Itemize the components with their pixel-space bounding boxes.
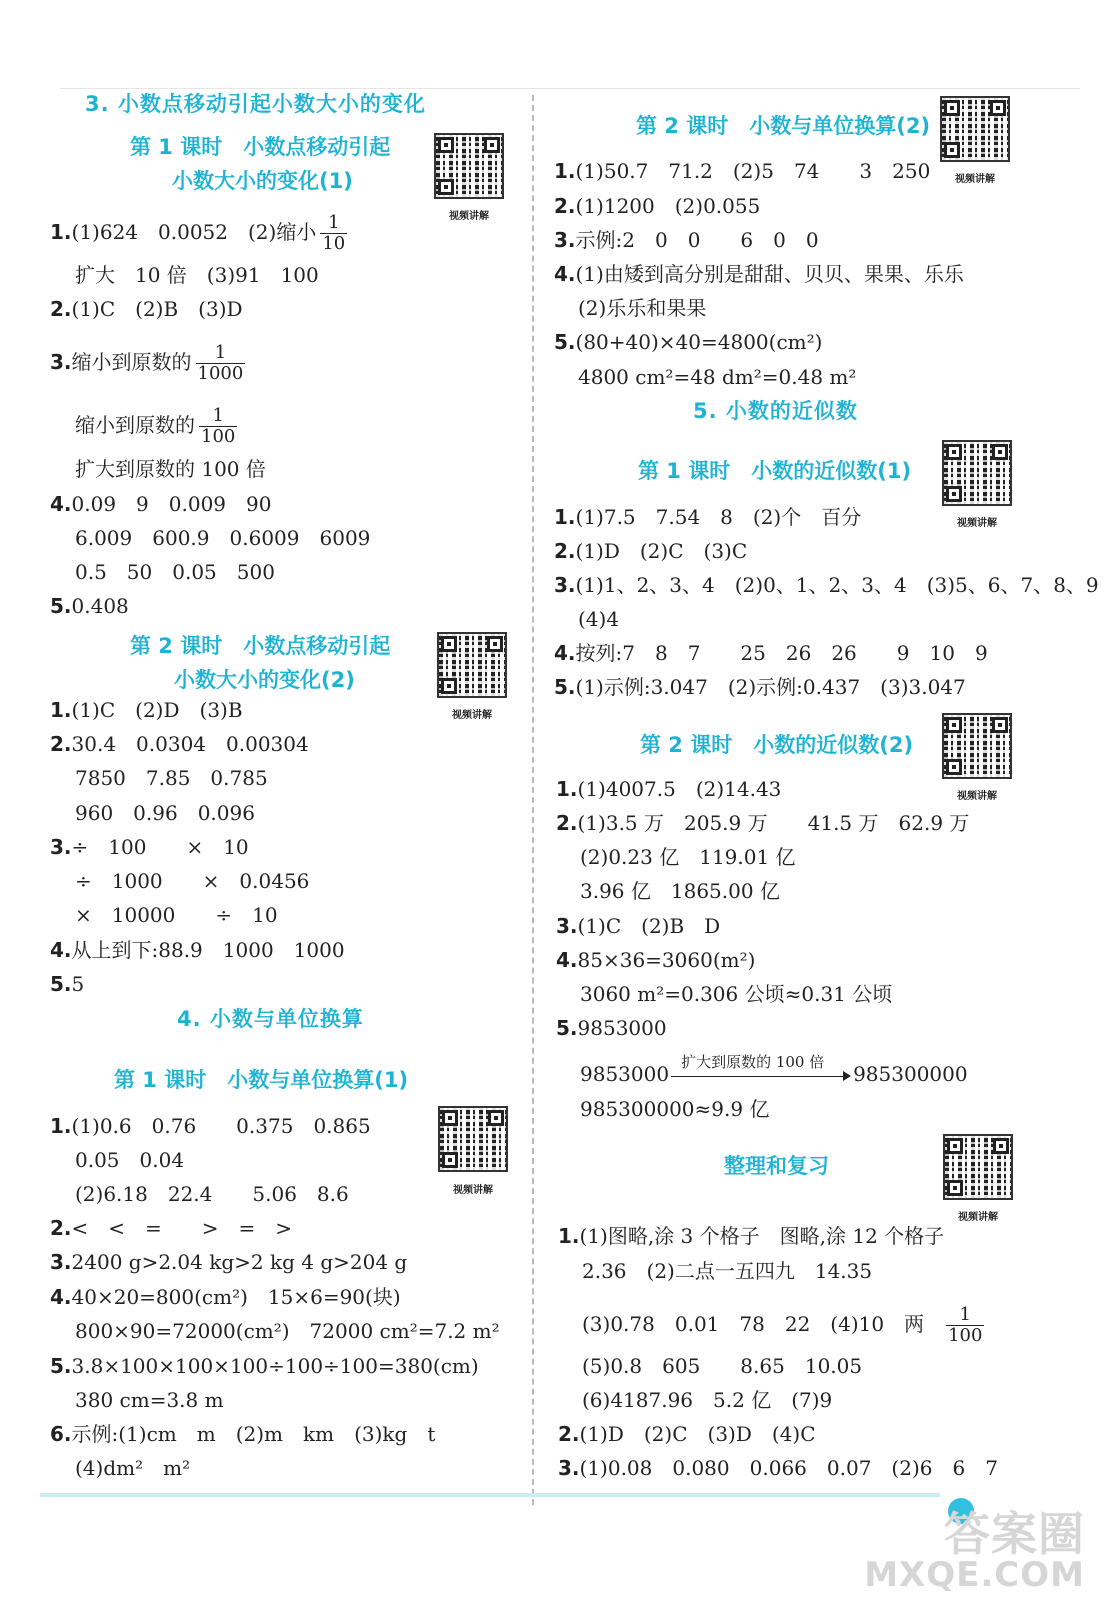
question-number: 2. (556, 811, 578, 835)
answer-line (558, 1223, 944, 1249)
section-3-heading: 3. 小数点移动引起小数大小的变化 (85, 92, 426, 116)
answer-text: (1)由矮到高分别是甜甜、贝贝、果果、乐乐 (575, 262, 964, 286)
answer-text: 30.4 0.0304 0.00304 (71, 732, 309, 756)
answer-line: 7850 7.85 0.785 (75, 766, 268, 790)
answer-text: 9853000 (577, 1016, 667, 1040)
section-4-heading: 4. 小数与单位换算 (177, 1007, 364, 1031)
question-number: 1. (554, 505, 576, 529)
answer-text: 985300000 (853, 1062, 968, 1086)
answer-text: 示例:2 0 0 6 0 0 (575, 228, 819, 252)
answer-text: (3)0.78 0.01 78 22 (4)10 两 (582, 1312, 925, 1336)
watermark-logo (864, 1507, 1085, 1595)
answer-text: (1)C (2)D (3)B (71, 698, 243, 722)
answer-text: 5 (71, 972, 85, 996)
answer-text: ÷ 100 × 10 (71, 835, 249, 859)
answer-line: × 10000 ÷ 10 (75, 903, 278, 927)
answer-line: (6)4187.96 5.2 亿 (7)9 (582, 1388, 833, 1412)
answer-text: (1)C (2)B (3)D (71, 297, 243, 321)
lesson-2-title-line1: 第 2 课时 小数点移动引起 (130, 634, 391, 658)
review-title: 整理和复习 (724, 1154, 829, 1178)
qr-code-icon[interactable] (940, 96, 1010, 162)
question-number: 1. (558, 1224, 580, 1248)
question-number: 2. (50, 1216, 72, 1240)
qr-label: 视频讲解 (958, 1212, 998, 1223)
answer-line (582, 1305, 988, 1346)
answer-text: (1)示例:3.047 (2)示例:0.437 (3)3.047 (575, 675, 966, 699)
lesson-5-title: 第 1 课时 小数的近似数(1) (638, 459, 912, 483)
qr-label: 视频讲解 (957, 518, 997, 529)
denominator: 10 (322, 233, 346, 254)
qr-label: 视频讲解 (453, 1185, 493, 1196)
answer-line (556, 913, 720, 939)
numerator: 1 (959, 1304, 971, 1325)
answer-line (50, 1113, 371, 1139)
question-number: 5. (554, 675, 576, 699)
answer-line (554, 261, 964, 287)
answer-line: 0.5 50 0.05 500 (75, 560, 275, 584)
answer-text: (1)624 0.0052 (2)缩小 (71, 220, 317, 244)
question-number: 2. (554, 194, 576, 218)
lesson-6-title: 第 2 课时 小数的近似数(2) (640, 733, 914, 757)
answer-line (75, 406, 241, 447)
answer-line (50, 343, 249, 384)
answer-line: 0.05 0.04 (75, 1148, 185, 1172)
question-number: 5. (554, 330, 576, 354)
answer-text: 缩小到原数的 (75, 413, 195, 437)
answer-text: 按列:7 8 7 25 26 26 9 10 9 (575, 641, 988, 665)
question-number: 5. (50, 594, 72, 618)
numerator: 1 (214, 342, 227, 363)
arrow-line (671, 1076, 845, 1077)
answer-line: 6.009 600.9 0.6009 6009 (75, 526, 371, 550)
answer-line (554, 674, 966, 700)
question-number: 3. (554, 228, 576, 252)
answer-text: 0.09 9 0.009 90 (71, 492, 272, 516)
lesson-3-title: 第 1 课时 小数与单位换算(1) (114, 1068, 409, 1092)
answer-line: (5)0.8 605 8.65 10.05 (582, 1354, 863, 1378)
numerator: 1 (328, 212, 340, 233)
question-number: 6. (50, 1422, 72, 1446)
answer-text: 3.8×100×100×100÷100÷100=380(cm) (71, 1354, 479, 1378)
watermark-url: MXQE.COM (864, 1555, 1085, 1595)
qr-code-icon[interactable] (438, 1106, 508, 1172)
answer-line: 3.96 亿 1865.00 亿 (580, 879, 780, 903)
numerator: 1 (212, 405, 224, 426)
question-number: 1. (554, 159, 576, 183)
answer-line (50, 937, 345, 963)
question-number: 4. (554, 262, 576, 286)
qr-code-icon[interactable] (437, 632, 507, 698)
question-number: 4. (554, 641, 576, 665)
answer-line (554, 538, 747, 564)
answer-text: 缩小到原数的 (71, 350, 192, 374)
answer-text: 0.408 (71, 594, 129, 618)
question-number: 3. (50, 1250, 72, 1274)
answer-text: 40×20=800(cm²) 15×6=90(块) (71, 1285, 401, 1309)
answer-line (50, 1284, 401, 1310)
answer-line (50, 834, 249, 860)
answer-text: 示例:(1)cm m (2)m km (3)kg t (71, 1422, 436, 1446)
answer-text: (80+40)×40=4800(cm²) (575, 330, 823, 354)
lesson-4-title: 第 2 课时 小数与单位换算(2) (636, 114, 931, 138)
question-number: 4. (50, 492, 72, 516)
answer-line (50, 1249, 407, 1275)
qr-label: 视频讲解 (955, 174, 995, 185)
arrow-right-icon (843, 1071, 851, 1081)
answer-line (50, 1353, 479, 1379)
fraction (196, 343, 246, 384)
fraction (199, 406, 237, 447)
answer-line: 985300000≈9.9 亿 (580, 1097, 770, 1121)
answer-line (556, 1015, 667, 1041)
denominator: 1000 (197, 363, 244, 384)
answer-line: 380 cm=3.8 m (75, 1388, 224, 1412)
column-divider (532, 95, 534, 1505)
lesson-2-title-line2: 小数大小的变化(2) (174, 668, 355, 692)
question-number: 1. (50, 1114, 72, 1138)
answer-line (558, 1421, 816, 1447)
answer-line: 960 0.96 0.096 (75, 801, 255, 825)
answer-line: (2)乐乐和果果 (578, 296, 707, 320)
answer-text: (1)1200 (2)0.055 (575, 194, 761, 218)
answer-text: (1)7.5 7.54 8 (2)个 百分 (575, 505, 862, 529)
answer-line (554, 329, 822, 355)
answer-line: (2)0.23 亿 119.01 亿 (580, 845, 796, 869)
lesson-1-title-line2: 小数大小的变化(1) (172, 169, 353, 193)
arrow-label: 扩大到原数的 100 倍 (681, 1052, 825, 1071)
question-number: 3. (50, 835, 72, 859)
qr-code-icon[interactable] (943, 1134, 1013, 1200)
denominator: 100 (948, 1325, 983, 1346)
answer-text: (1)4007.5 (2)14.43 (577, 777, 782, 801)
question-number: 2. (50, 297, 72, 321)
answer-line: (2)6.18 22.4 5.06 8.6 (75, 1182, 349, 1206)
answer-line (50, 213, 351, 254)
answer-line: 4800 cm²=48 dm²=0.48 m² (578, 365, 857, 389)
top-rule (60, 88, 1080, 89)
answer-line: (4)dm² m² (75, 1456, 191, 1480)
answer-line (50, 296, 243, 322)
qr-label: 视频讲解 (452, 710, 492, 721)
answer-line (554, 227, 819, 253)
question-number: 3. (554, 573, 576, 597)
answer-line: 2.36 (2)二点一五四九 14.35 (582, 1259, 873, 1283)
answer-text: (1)C (2)B D (577, 914, 721, 938)
answer-text: (1)D (2)C (3)D (4)C (579, 1422, 816, 1446)
answer-line (50, 1215, 292, 1241)
question-number: 2. (554, 539, 576, 563)
question-number: 3. (50, 350, 72, 374)
answer-line (556, 776, 781, 802)
answer-text: (1)0.08 0.080 0.066 0.07 (2)6 6 7 (579, 1456, 998, 1480)
answer-text: (1)图略,涂 3 个格子 图略,涂 12 个格子 (579, 1224, 945, 1248)
fraction (320, 213, 347, 254)
question-number: 1. (50, 220, 72, 244)
answer-line (556, 947, 755, 973)
fraction (946, 1305, 984, 1346)
answer-text: (1)0.6 0.76 0.375 0.865 (71, 1114, 371, 1138)
answer-line (50, 1421, 435, 1447)
watermark-title: 答案圈 (944, 1507, 1085, 1561)
answer-text: (1)3.5 万 205.9 万 41.5 万 62.9 万 (577, 811, 970, 835)
answer-line: (4)4 (578, 607, 620, 631)
answer-line (558, 1455, 998, 1481)
question-number: 1. (556, 777, 578, 801)
question-number: 3. (556, 914, 578, 938)
question-number: 3. (558, 1456, 580, 1480)
answer-line (554, 158, 930, 184)
answer-text: < < = > = > (71, 1216, 293, 1240)
question-number: 2. (558, 1422, 580, 1446)
qr-code-icon[interactable] (434, 133, 504, 199)
answer-text: (1)D (2)C (3)C (575, 539, 748, 563)
question-number: 4. (50, 1285, 72, 1309)
answer-line (556, 810, 969, 836)
answer-line (50, 697, 243, 723)
section-5-heading: 5. 小数的近似数 (693, 399, 858, 423)
lesson-1-title-line1: 第 1 课时 小数点移动引起 (130, 135, 391, 159)
answer-text: 2400 g>2.04 kg>2 kg 4 g>204 g (71, 1250, 408, 1274)
answer-line: 800×90=72000(cm²) 72000 cm²=7.2 m² (75, 1319, 500, 1343)
answer-line: ÷ 1000 × 0.0456 (75, 869, 310, 893)
question-number: 5. (50, 972, 72, 996)
question-number: 1. (50, 698, 72, 722)
answer-line (50, 491, 271, 517)
qr-code-icon[interactable] (942, 440, 1012, 506)
question-number: 5. (50, 1354, 72, 1378)
answer-text: 85×36=3060(m²) (577, 948, 756, 972)
answer-text: 从上到下:88.9 1000 1000 (71, 938, 345, 962)
denominator: 100 (201, 426, 236, 447)
answer-line: 3060 m²=0.306 公顷≈0.31 公顷 (580, 982, 893, 1006)
answer-line (554, 572, 1099, 598)
question-number: 2. (50, 732, 72, 756)
bottom-rule (40, 1493, 940, 1497)
answer-text: (1)1、2、3、4 (2)0、1、2、3、4 (3)5、6、7、8、9 (575, 573, 1099, 597)
arrow-diagram (671, 1052, 851, 1089)
answer-line (554, 193, 760, 219)
answer-line (580, 1052, 968, 1089)
question-number: 4. (556, 948, 578, 972)
answer-text: (1)50.7 71.2 (2)5 74 3 250 (575, 159, 931, 183)
answer-line: 扩大 10 倍 (3)91 100 (75, 263, 319, 287)
answer-text: 9853000 (580, 1062, 670, 1086)
question-number: 4. (50, 938, 72, 962)
answer-line (554, 640, 988, 666)
answer-line (554, 504, 861, 530)
qr-label: 视频讲解 (957, 791, 997, 802)
question-number: 5. (556, 1016, 578, 1040)
answer-line: 扩大到原数的 100 倍 (75, 457, 266, 481)
answer-line (50, 593, 129, 619)
answer-line (50, 731, 309, 757)
qr-label: 视频讲解 (449, 211, 489, 222)
qr-code-icon[interactable] (942, 713, 1012, 779)
answer-line (50, 971, 84, 997)
